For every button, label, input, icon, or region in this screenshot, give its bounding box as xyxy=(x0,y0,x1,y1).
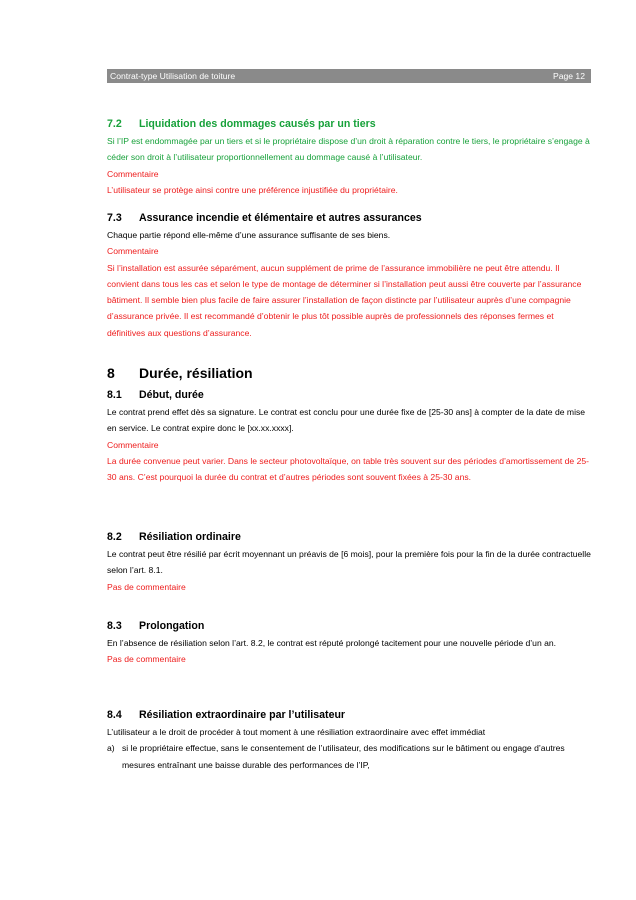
section-title: Début, durée xyxy=(139,389,204,401)
section-7-2 xyxy=(107,117,591,211)
section-body: Le contrat peut être résilié par écrit moyennant un préavis de [6 mois], pour la première fois pour la fin de la durée contractuelle selon l’art. 8.1. xyxy=(107,549,591,576)
section-number: 7.3 xyxy=(107,212,122,224)
section-number: 8.1 xyxy=(107,389,122,401)
section-title: Résiliation extraordinaire par l’utilisateur xyxy=(139,709,346,721)
section-title: Liquidation des dommages causés par un tiers xyxy=(139,118,376,130)
section-8-4 xyxy=(107,708,591,773)
section-body: Chaque partie répond elle-même d’une assurance suffisante de ses biens. xyxy=(107,230,391,240)
section-heading xyxy=(107,388,591,402)
page-number: Page 12 xyxy=(552,71,585,81)
list-item-text: si le propriétaire effectue, sans le consentement de l’utilisateur, des modifications sur le bâtiment ou engage d’autres mesures entraînant une baisse durable des performances de l’IP, xyxy=(122,743,565,770)
section-body: L’utilisateur a le droit de procéder à tout moment à une résiliation extraordinaire avec effet immédiat xyxy=(107,727,486,737)
section-number: 7.2 xyxy=(107,118,122,130)
comment-text: Si l’installation est assurée séparément, aucun supplément de prime de l’assurance immobilière ne peut être attendu. Il convient dans tous les cas et selon le type de montage de déterminer si l’installation peut aussi être couverte par l’assurance bâtiment. Il semble bien plus facile de faire assurer l’installation de façon distincte par l’utilisateur auprès d’une compagnie d’assurance privée. Il est recommandé d’obtenir le plus tôt possible auprès de professionnels des réponses fermes et définitives aux questions d’assurance. xyxy=(107,262,582,338)
section-heading xyxy=(107,619,591,633)
section-8-3 xyxy=(107,619,591,708)
list-item xyxy=(107,740,591,773)
page-content xyxy=(107,117,591,773)
chapter-8 xyxy=(107,364,591,388)
chapter-title: Durée, résiliation xyxy=(139,365,253,381)
section-body: Si l’IP est endommagée par un tiers et si le propriétaire dispose d’un droit à réparation contre le tiers, le propriétaire s’engage à céder son droit à l’utilisateur proportionnellement au dommage causé à l’utilisateur. xyxy=(107,136,590,163)
comment-label: Commentaire xyxy=(107,168,159,179)
section-8-1 xyxy=(107,388,591,530)
section-body: En l’absence de résiliation selon l’art. 8.2, le contrat est réputé prolongé tacitement pour une nouvelle période d’un an. xyxy=(107,638,557,648)
section-title: Prolongation xyxy=(139,620,205,632)
section-number: 8.3 xyxy=(107,620,122,632)
section-number: 8.2 xyxy=(107,531,122,543)
comment-text: L’utilisateur se protège ainsi contre une préférence injustifiée du propriétaire. xyxy=(107,184,398,195)
section-7-3 xyxy=(107,211,591,364)
comment-text: La durée convenue peut varier. Dans le secteur photovoltaïque, on table très souvent sur des périodes d’amortissement de 25-30 ans. C’est pourquoi la durée du contrat et d’autres périodes sont souvent fixées à 25-30 ans. xyxy=(107,455,590,483)
comment-text: Pas de commentaire xyxy=(107,581,186,592)
comment-label: Commentaire xyxy=(107,439,159,450)
section-heading xyxy=(107,211,591,225)
chapter-number: 8 xyxy=(107,365,115,381)
section-heading xyxy=(107,117,591,131)
section-8-2 xyxy=(107,530,591,619)
comment-label: Commentaire xyxy=(107,246,159,257)
chapter-heading xyxy=(107,364,591,382)
section-title: Résiliation ordinaire xyxy=(139,531,241,543)
document-title: Contrat-type Utilisation de toiture xyxy=(110,71,236,81)
section-number: 8.4 xyxy=(107,709,122,721)
list-marker: a) xyxy=(107,743,115,754)
comment-text: Pas de commentaire xyxy=(107,654,186,665)
section-body: Le contrat prend effet dès sa signature. Le contrat est conclu pour une durée fixe de [25-30 ans] à compter de la date de mise en service. Le contrat expire donc le [xx.xx.xxxx]. xyxy=(107,407,586,434)
section-heading xyxy=(107,708,591,722)
section-title: Assurance incendie et élémentaire et autres assurances xyxy=(139,212,422,224)
section-heading xyxy=(107,530,591,544)
page-header xyxy=(107,69,591,83)
